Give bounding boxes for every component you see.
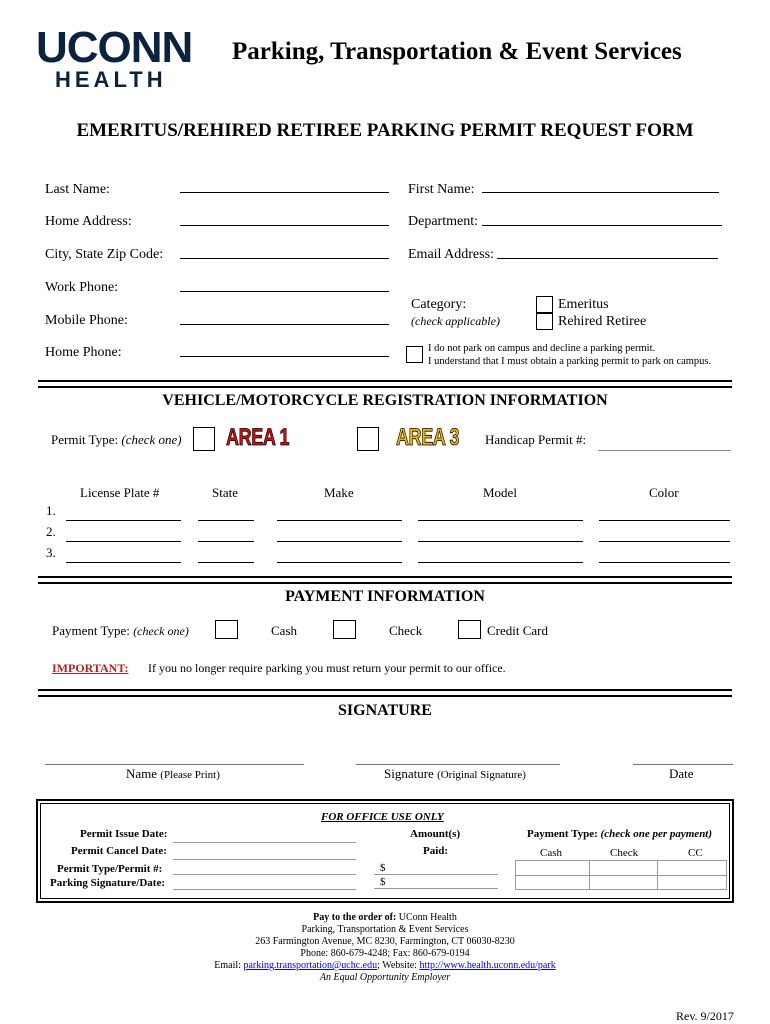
handicap-label: Handicap Permit #: [485, 432, 587, 447]
category-hint: (check applicable) [411, 314, 500, 328]
office-payment-grid [515, 860, 727, 890]
make-field-3[interactable] [277, 562, 402, 563]
col-color: Color [649, 485, 679, 500]
color-field-1[interactable] [599, 520, 730, 521]
footer-website-link[interactable]: http://www.health.uconn.edu/park [419, 960, 556, 971]
rehired-retiree-label: Rehired Retiree [558, 314, 647, 329]
city-state-zip-field[interactable] [180, 258, 389, 259]
area1-checkbox[interactable] [193, 427, 215, 451]
emeritus-checkbox[interactable] [536, 296, 553, 313]
office-payment-type-text: Payment Type: [527, 828, 598, 840]
rehired-retiree-checkbox[interactable] [536, 313, 553, 330]
permit-type-text: Permit Type: [51, 432, 119, 447]
model-field-3[interactable] [418, 562, 583, 563]
permit-cancel-date-label: Permit Cancel Date: [71, 845, 167, 857]
category-label: Category: [411, 297, 467, 312]
last-name-field[interactable] [180, 192, 389, 193]
col-make: Make [324, 485, 354, 500]
state-field-2[interactable] [198, 541, 254, 542]
dept-title: Parking, Transportation & Event Services [232, 38, 682, 65]
row-number-3: 3. [46, 545, 56, 560]
city-state-zip-label: City, State Zip Code: [45, 247, 164, 262]
cash-label: Cash [271, 623, 297, 638]
name-caption-hint: (Please Print) [160, 769, 220, 781]
office-use-heading: FOR OFFICE USE ONLY [321, 811, 444, 823]
signature-caption-hint: (Original Signature) [437, 769, 526, 781]
area3-checkbox[interactable] [357, 427, 379, 451]
col-model: Model [483, 485, 517, 500]
permit-type-hint: (check one) [121, 432, 182, 447]
permit-issue-date-field[interactable] [173, 842, 356, 843]
dollar-sign-2: $ [380, 876, 386, 888]
state-field-1[interactable] [198, 520, 254, 521]
email-label: Email Address: [408, 247, 494, 262]
row-number-2: 2. [46, 524, 56, 539]
permit-type-number-label: Permit Type/Permit #: [57, 863, 163, 875]
footer-pay-to-label: Pay to the order of: [313, 912, 397, 923]
name-caption [126, 766, 220, 782]
payment-type-hint: (check one) [133, 624, 189, 638]
first-name-field[interactable] [482, 192, 719, 193]
form-title: EMERITUS/REHIRED RETIREE PARKING PERMIT REQUEST FORM [76, 120, 694, 141]
footer-address: 263 Farmington Avenue, MC 8230, Farmington, CT 06030-8230 [255, 936, 515, 947]
plate-field-3[interactable] [66, 562, 181, 563]
decline-permit-checkbox[interactable] [406, 346, 423, 363]
work-phone-label: Work Phone: [45, 280, 119, 295]
row-number-1: 1. [46, 503, 56, 518]
signature-caption [384, 766, 526, 782]
make-field-2[interactable] [277, 541, 402, 542]
model-field-2[interactable] [418, 541, 583, 542]
signature-caption-text: Signature [384, 766, 434, 781]
footer-website-label: ; Website: [377, 960, 417, 971]
footer-phone: Phone: 860-679-4248; Fax: 860-679-0194 [300, 948, 470, 959]
credit-card-checkbox[interactable] [458, 620, 481, 639]
footer-pay-to [0, 912, 770, 923]
payment-heading: PAYMENT INFORMATION [285, 588, 485, 605]
section-divider [38, 380, 732, 388]
office-grid-col-divider [589, 861, 590, 889]
col-state: State [212, 485, 238, 500]
permit-issue-date-label: Permit Issue Date: [80, 828, 168, 840]
permit-cancel-date-field[interactable] [173, 859, 356, 860]
office-check-label: Check [610, 847, 639, 859]
important-label: IMPORTANT: [52, 661, 129, 675]
logo-health-text: HEALTH [55, 67, 167, 92]
home-address-field[interactable] [180, 225, 389, 226]
signature-heading: SIGNATURE [338, 702, 432, 719]
footer-dept: Parking, Transportation & Event Services [301, 924, 469, 935]
amounts-label: Amount(s) [410, 828, 461, 840]
home-address-label: Home Address: [45, 214, 132, 229]
footer-email-label: Email: [214, 960, 241, 971]
office-cash-label: Cash [540, 847, 562, 859]
office-cc-label: CC [688, 847, 703, 859]
area3-label [396, 424, 459, 452]
area1-text: AREA 1 [226, 424, 290, 451]
home-phone-field[interactable] [180, 356, 389, 357]
color-field-3[interactable] [599, 562, 730, 563]
decline-text-line2: I understand that I must obtain a parking permit to park on campus. [428, 356, 712, 367]
dollar-sign-1: $ [380, 862, 386, 874]
last-name-label: Last Name: [45, 182, 110, 197]
section-divider [38, 576, 732, 584]
handicap-field[interactable] [598, 450, 731, 451]
footer-email-link[interactable]: parking.transportation@uchc.edu [243, 960, 378, 971]
department-field[interactable] [482, 225, 722, 226]
make-field-1[interactable] [277, 520, 402, 521]
emeritus-label: Emeritus [558, 297, 609, 312]
cash-checkbox[interactable] [215, 620, 238, 639]
office-payment-type-label [527, 828, 712, 840]
office-grid-row-divider [516, 875, 726, 876]
permit-type-label [51, 432, 182, 448]
date-caption: Date [669, 766, 694, 781]
name-field[interactable] [45, 764, 304, 765]
area1-label [226, 424, 289, 452]
section-divider [38, 689, 732, 697]
decline-text-line1: I do not park on campus and decline a parking permit. [428, 343, 656, 354]
return-permit-notice: If you no longer require parking you must return your permit to our office. [148, 661, 506, 675]
state-field-3[interactable] [198, 562, 254, 563]
parking-signature-date-label: Parking Signature/Date: [50, 877, 165, 889]
parking-signature-date-field[interactable] [173, 889, 356, 890]
date-field[interactable] [633, 764, 733, 765]
home-phone-label: Home Phone: [45, 345, 122, 360]
amount-field-2[interactable] [374, 888, 498, 889]
name-caption-text: Name [126, 766, 158, 781]
office-grid-col-divider [657, 861, 658, 889]
mobile-phone-label: Mobile Phone: [45, 313, 128, 328]
revision-label: Rev. 9/2017 [676, 1009, 734, 1023]
office-payment-type-hint: (check one per payment) [600, 828, 713, 840]
payment-type-label [52, 623, 189, 639]
credit-card-label: Credit Card [487, 623, 549, 638]
work-phone-field[interactable] [180, 291, 389, 292]
first-name-label: First Name: [408, 182, 475, 197]
footer-pay-to-value: UConn Health [398, 912, 457, 923]
plate-field-2[interactable] [66, 541, 181, 542]
plate-field-1[interactable] [66, 520, 181, 521]
col-license-plate: License Plate # [80, 485, 160, 500]
logo-uconn-text: UCONN [36, 23, 193, 72]
amount-field-1[interactable] [374, 874, 498, 875]
model-field-1[interactable] [418, 520, 583, 521]
permit-type-number-field[interactable] [173, 874, 356, 875]
email-field[interactable] [497, 258, 718, 259]
department-label: Department: [408, 214, 478, 229]
paid-label: Paid: [423, 845, 449, 857]
color-field-2[interactable] [599, 541, 730, 542]
check-label: Check [389, 623, 423, 638]
footer-eoe: An Equal Opportunity Employer [319, 972, 451, 983]
vehicle-heading: VEHICLE/MOTORCYCLE REGISTRATION INFORMATION [162, 392, 608, 409]
area3-text: AREA 3 [396, 424, 460, 451]
footer-contact [0, 960, 770, 971]
payment-type-text: Payment Type: [52, 623, 130, 638]
check-checkbox[interactable] [333, 620, 356, 639]
signature-field[interactable] [356, 764, 560, 765]
mobile-phone-field[interactable] [180, 324, 389, 325]
